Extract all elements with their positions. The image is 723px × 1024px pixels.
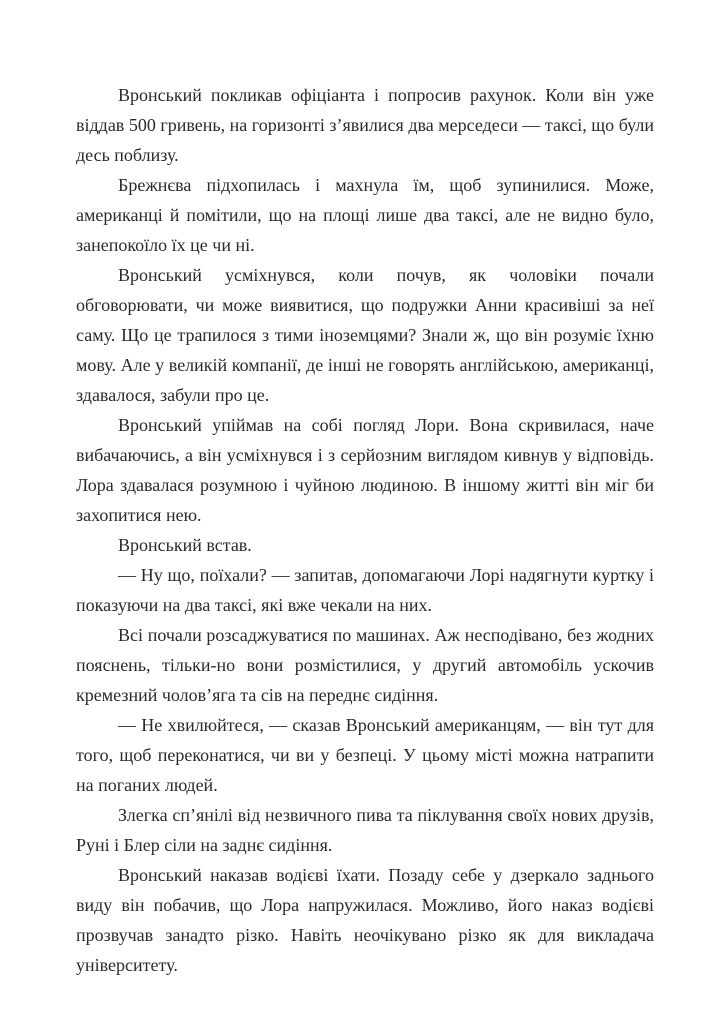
paragraph: Вронський усміхнувся, коли почув, як чоловіки почали обговорювати, чи може виявитися, що подружки Анни красивіші за неї саму. Що це трапилося з тими іноземцями? Знали ж, що він розуміє їхню мову. Але у великій компанії, де інші не говорять англійською, американці, здавалося, забули про це. bbox=[76, 265, 654, 405]
paragraph: Брежнєва підхопилась і махнула їм, щоб зупинилися. Може, американці й помітили, що на площі лише два таксі, але не видно було, занепокоїло їх це чи ні. bbox=[76, 175, 654, 255]
paragraph: Вронський упіймав на собі погляд Лори. Вона скривилася, наче вибачаючись, а він усміхнувся і з серйозним виглядом кивнув у відповідь. Лора здавалася розумною і чуйною людиною. В іншому житті він міг би захопитися нею. bbox=[76, 415, 654, 525]
document-page bbox=[76, 80, 654, 980]
paragraph: Вронський встав. bbox=[118, 535, 252, 555]
paragraph: Всі почали розсаджуватися по машинах. Аж несподівано, без жодних пояснень, тільки-но вони розмістилися, у другий автомобіль ускочив кремезний чолов’яга та сів на переднє сидіння. bbox=[76, 625, 654, 705]
paragraph: Вронський наказав водієві їхати. Позаду себе у дзеркало заднього виду він побачив, що Лора напружилася. Можливо, його наказ водієві прозвучав занадто різко. Навіть неочікувано різко як для викладача університету. bbox=[76, 865, 654, 975]
paragraph: — Не хвилюйтеся, — сказав Вронський американцям, — він тут для того, щоб переконатися, чи ви у безпеці. У цьому місті можна натрапити на поганих людей. bbox=[76, 715, 654, 795]
paragraph: Вронський покликав офіціанта і попросив рахунок. Коли він уже віддав 500 гривень, на горизонті з’явилися два мерседеси — таксі, що були десь поблизу. bbox=[76, 85, 654, 165]
paragraph: Злегка сп’янілі від незвичного пива та піклування своїх нових друзів, Руні і Блер сіли на заднє сидіння. bbox=[76, 805, 654, 855]
paragraph: — Ну що, поїхали? — запитав, допомагаючи Лорі надягнути куртку і показуючи на два таксі, які вже чекали на них. bbox=[76, 565, 654, 615]
